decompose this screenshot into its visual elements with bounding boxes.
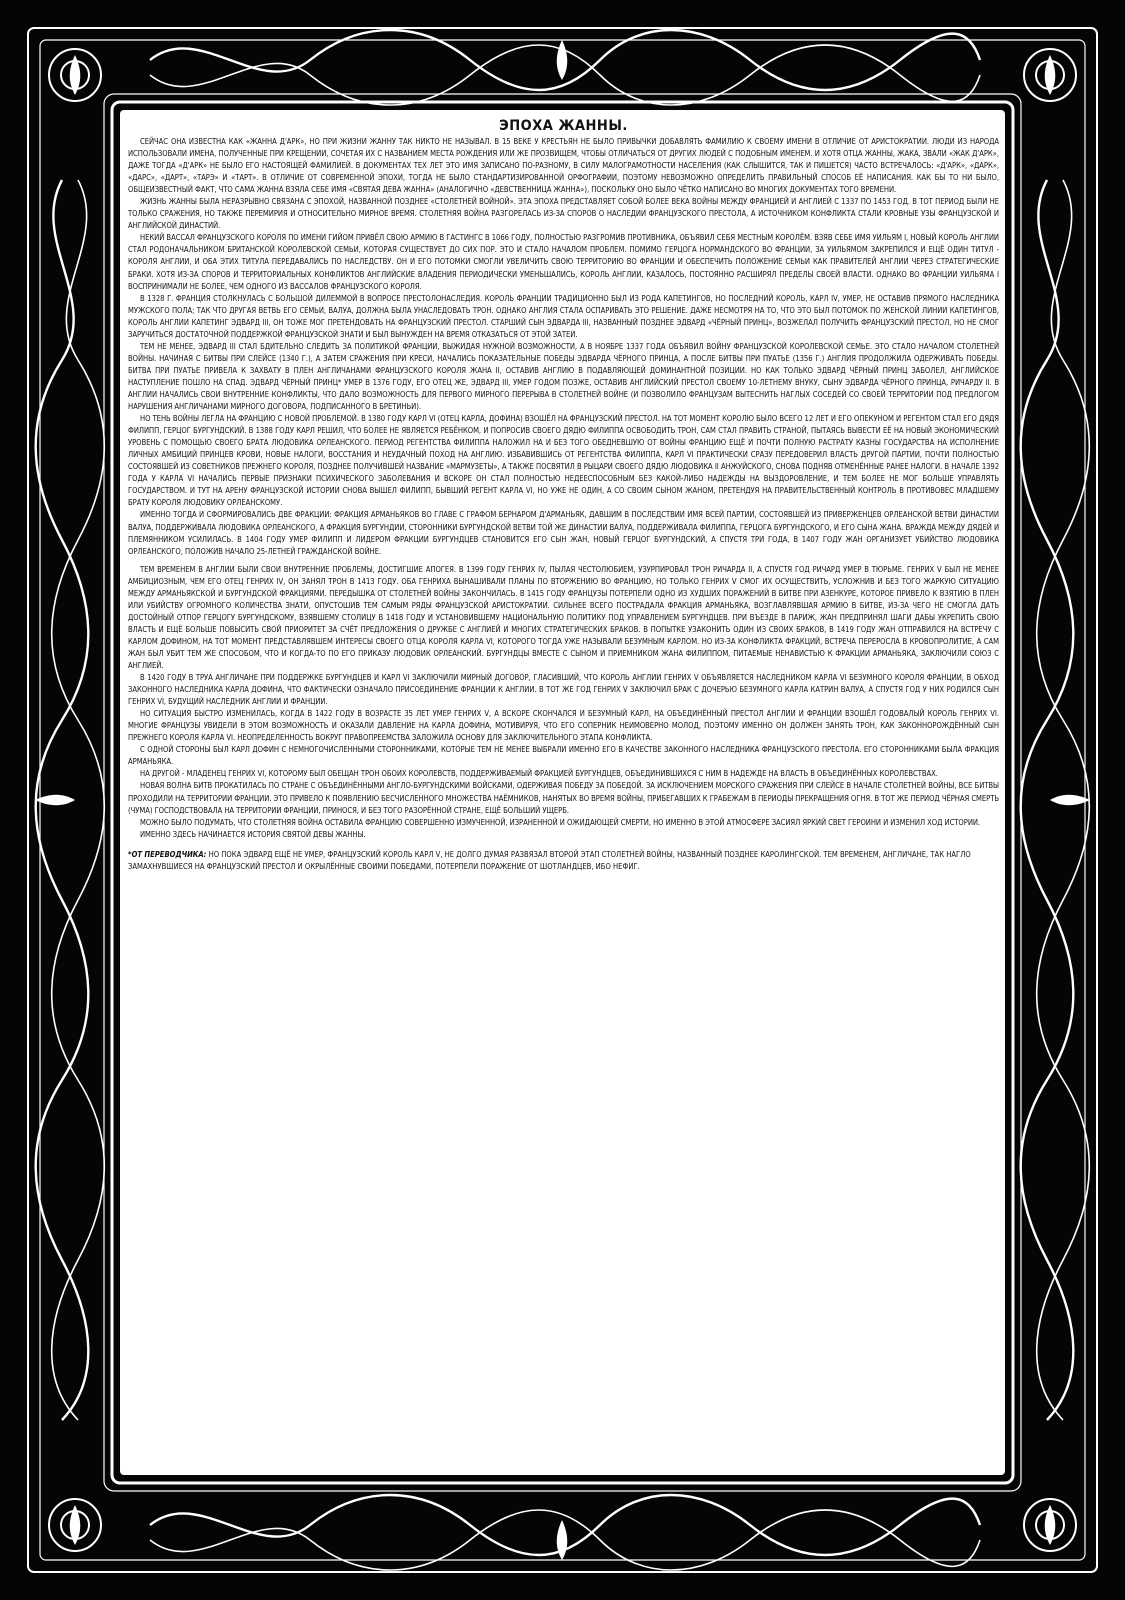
paragraph: ТЕМ НЕ МЕНЕЕ, ЭДВАРД III СТАЛ БДИТЕЛЬНО СЛЕДИТЬ ЗА ПОЛИТИКОЙ ФРАНЦИИ, ВЫЖИДАЯ НУЖНОЙ ВОЗМОЖНОСТИ, А В НОЯБРЕ 1337 ГОДА ОБЪЯВИЛ ВОЙНУ ФРАНЦУЗСКОЙ КОРОЛЕВСКОЙ СЕМЬЕ. ЭТО СТАЛО НАЧАЛОМ СТОЛЕТНЕЙ ВОЙНЫ. НАЧИНАЯ С БИТВЫ ПРИ СЛЕЙСЕ (1340 Г.), А ЗАТЕМ СРАЖЕНИЯ ПРИ КРЕСИ, НАЧАЛИСЬ ПОКАЗАТЕЛЬНЫЕ ПОБЕДЫ ЭДВАРДА ЧЁРНОГО ПРИНЦА, А ПОСЛЕ БИТВЫ ПРИ ПУАТЬЕ (1356 Г.) АНГЛИЯ ПРОДОЛЖИЛА ОДЕРЖИВАТЬ ПОБЕДЫ. БИТВА ПРИ ПУАТЬЕ ПРИВЕЛА К ЗАХВАТУ В ПЛЕН АНГЛИЧАНАМИ ФРАНЦУЗСКОГО КОРОЛЯ ЖАНА II, ОСТАВИВ АНГЛИЮ В ПОДАВЛЯЮЩЕЙ ДОМИНАНТНОЙ ПОЗИЦИИ. НО КАК ТОЛЬКО ЭДВАРД ЧЁРНЫЙ ПРИНЦ ЗАБОЛЕЛ, АНГЛИЙСКОЕ НАСТУПЛЕНИЕ ПОШЛО НА СПАД. ЭДВАРД ЧЁРНЫЙ ПРИНЦ* УМЕР В 1376 ГОДУ, ЕГО ОТЕЦ ЖЕ, ЭДВАРД III, УМЕР ГОДОМ ПОЗЖЕ, ОСТАВИВ АНГЛИЙСКИЙ ПРЕСТОЛ СВОЕМУ 10-ЛЕТНЕМУ ВНУКУ, СЫНУ ЭДВАРДА ЧЁРНОГО ПРИНЦА, РИЧАРДУ II. В АНГЛИИ НАЧАЛИСЬ СВОИ ВНУТРЕННИЕ КОНФЛИКТЫ, ЧТО ДАЛО ВОЗМОЖНОСТЬ ДЛЯ ПЕРВОГО МИРНОГО ПЕРЕРЫВА В СТОЛЕТНЕЙ ВОЙНЕ (И ПОЗВОЛИЛО ФРАНЦУЗАМ ВЫТЕСНИТЬ НАГЛЫХ СОСЕДЕЙ СО СВОЕЙ ТЕРРИТОРИИ ПОД ПРЕДЛОГОМ НАРУШЕНИЯ АНГЛИЧАНАМИ МИРНОГО ДОГОВОРА, ПОДПИСАННОГО В БРЕТИНЬИ). [128, 341, 999, 412]
page-title: ЭПОХА ЖАННЫ. [499, 118, 628, 134]
paragraph: МОЖНО БЫЛО ПОДУМАТЬ, ЧТО СТОЛЕТНЯЯ ВОЙНА ОСТАВИЛА ФРАНЦИЮ СОВЕРШЕННО ИЗМУЧЕННОЙ, ИЗРАНЕННОЙ И ОЖИДАЮЩЕЙ СМЕРТИ, НО ИМЕННО В ЭТОЙ АТМОСФЕРЕ ЗАСИЯЛ ЯРКИЙ СВЕТ ГЕРОИНИ И ИЗМЕНИЛ ХОД ИСТОРИИ. [140, 817, 981, 827]
article-body [128, 136, 999, 841]
paragraph: ИМЕННО ЗДЕСЬ НАЧИНАЕТСЯ ИСТОРИЯ СВЯТОЙ ДЕВЫ ЖАННЫ. [140, 829, 366, 839]
translator-note [128, 849, 999, 873]
translator-note-text: НО ПОКА ЭДВАРД ЕЩЁ НЕ УМЕР, ФРАНЦУЗСКИЙ КОРОЛЬ КАРЛ V, НЕ ДОЛГО ДУМАЯ РАЗВЯЗАЛ ВТОРОЙ ЭТАП СТОЛЕТНЕЙ ВОЙНЫ, НАЗВАННЫЙ ПОЗДНЕЕ КАРОЛИНГСКОЙ. ТЕМ ВРЕМЕНЕМ, АНГЛИЧАНЕ, ТАК НАГЛО ЗАМАХНУВШИЕСЯ НА ФРАНЦУЗСКИЙ ПРЕСТОЛ И ОКРЫЛЁННЫЕ СВОИМИ ПОБЕДАМИ, ПОТЕРПЕЛИ ПОРАЖЕНИЕ ОТ ШОТЛАНДЦЕВ, ИБО НЕФИГ. [128, 849, 971, 871]
paragraph: НА ДРУГОЙ - МЛАДЕНЕЦ ГЕНРИХ VI, КОТОРОМУ БЫЛ ОБЕЩАН ТРОН ОБОИХ КОРОЛЕВСТВ, ПОДДЕРЖИВАЕМЫЙ ФРАКЦИЕЙ БУРГУНДЦЕВ, ОБЪЕДИНИВШИХСЯ С НИМ В НАДЕЖДЕ НА ВЛАСТЬ В ОБЪЕДИНЁННЫХ КОРОЛЕВСТВАХ. [140, 769, 938, 779]
paragraph: НОВАЯ ВОЛНА БИТВ ПРОКАТИЛАСЬ ПО СТРАНЕ С ОБЪЕДИНЁННЫМИ АНГЛО-БУРГУНДСКИМИ ВОЙСКАМИ, ОДЕРЖИВАЯ ПОБЕДУ ЗА ПОБЕДОЙ. ЗА ИСКЛЮЧЕНИЕМ МОРСКОГО СРАЖЕНИЯ ПРИ СЛЕЙСЕ В НАЧАЛЕ СТОЛЕТНЕЙ ВОЙНЫ, ВСЕ БИТВЫ ПРОХОДИЛИ НА ТЕРРИТОРИИ ФРАНЦИИ. ЭТО ПРИВЕЛО К ПОЯВЛЕНИЮ БЕСЧИСЛЕННОГО МНОЖЕСТВА НАЁМНИКОВ, НАНЯТЫХ ВО ВРЕМЯ ВОЙНЫ, ПРИБЕГАВШИХ К ГРАБЕЖАМ В ПЕРИОДЫ ПРЕКРАЩЕНИЯ ОГНЯ. В ТОТ ЖЕ ПЕРИОД ЧЁРНАЯ СМЕРТЬ (ЧУМА) ГОСПОДСТВОВАЛА НА ТЕРРИТОРИИ ФРАНЦИИ, ПРИНОСЯ, И БЕЗ ТОГО РАЗОРЁННОЙ СТРАНЕ, ЕЩЁ БОЛЬШИЙ УЩЕРБ. [128, 781, 999, 815]
paragraph: НО ТЕНЬ ВОЙНЫ ЛЕГЛА НА ФРАНЦИЮ С НОВОЙ ПРОБЛЕМОЙ. В 1380 ГОДУ КАРЛ VI (ОТЕЦ КАРЛА, ДОФИНА) ВЗОШЁЛ НА ФРАНЦУЗСКИЙ ПРЕСТОЛ. НА ТОТ МОМЕНТ КОРОЛЮ БЫЛО ВСЕГО 12 ЛЕТ И ЕГО ОПЕКУНОМ И РЕГЕНТОМ СТАЛ ЕГО ДЯДЯ ФИЛИПП, ГЕРЦОГ БУРГУНДСКИЙ. В 1388 ГОДУ КАРЛ РЕШИЛ, ЧТО БОЛЕЕ НЕ ЯВЛЯЕТСЯ РЕБЁНКОМ, И ПОПРОСИВ СВОЕГО ДЯДЮ ФИЛИППА ОСВОБОДИТЬ ТРОН, САМ СТАЛ ПРАВИТЬ СТРАНОЙ, ПЫТАЯСЬ ВЫВЕСТИ ЕЁ НА НОВЫЙ ЭКОНОМИЧЕСКИЙ УРОВЕНЬ С ПОМОЩЬЮ СВОЕГО БРАТА ЛЮДОВИКА ОРЛЕАНСКОГО. ПЕРИОД РЕГЕНТСТВА ФИЛИППА НАЛОЖИЛ НА И БЕЗ ТОГО ОБЕДНЕВШУЮ ОТ ВОЙНЫ ФРАНЦИЮ ЕЩЁ И ПОЧТИ ПОЛНУЮ РАСТРАТУ КАЗНЫ ГОСУДАРСТВА НА ИСПОЛНЕНИЕ ЛИЧНЫХ АМБИЦИЙ ПРИНЦЕВ КРОВИ, НОВЫЕ НАЛОГИ, ВОССТАНИЯ И НЕУДАЧНЫЙ ПОХОД НА АНГЛИЮ. ИЗБАВИВШИСЬ ОТ РЕГЕНТСТВА ФИЛИППА, КАРЛ VI ПРАКТИЧЕСКИ СРАЗУ ПЕРЕДОВЕРИЛ ВЛАСТЬ ДРУГОЙ ПАРТИИ, ПОЧТИ ПОЛНОСТЬЮ СОСТОЯВШЕЙ ИЗ СОВЕТНИКОВ ПРЕЖНЕГО КОРОЛЯ, ПОЗДНЕЕ ПОЛУЧИВШЕЙ НАЗВАНИЕ «МАРМУЗЕТЫ», А ТАКЖЕ ПОСВЯТИЛ В РЫЦАРИ СВОЕГО ДЯДЮ ЛЮДОВИКА II АНЖУЙСКОГО, СНОВА ПОДНЯВ ОТМЕНЁННЫЕ РАНЕЕ НАЛОГИ. В НАЧАЛЕ 1392 ГОДА У КАРЛА VI НАЧАЛИСЬ ПЕРВЫЕ ПРИЗНАКИ ПСИХИЧЕСКОГО ЗАБОЛЕВАНИЯ И ВСКОРЕ ОН СТАЛ ПОЛНОСТЬЮ НЕДЕЕСПОСОБНЫМ БЕЗ КАКОЙ-ЛИБО НАДЕЖДЫ НА ВЫЗДОРОВЛЕНИЕ, И ТЕМ БОЛЕЕ НЕ МОГ БОЛЬШЕ УПРАВЛЯТЬ ГОСУДАРСТВОМ. И ТУТ НА АРЕНУ ФРАНЦУЗСКОЙ ИСТОРИИ СНОВА ВЫШЕЛ ФИЛИПП, БЫВШИЙ РЕГЕНТ КАРЛА VI, НО УЖЕ НЕ ОДИН, А СО СВОИМ СЫНОМ ЖАНОМ, ПРЕТЕНДУЯ НА ПРАВИТЕЛЬСТВЕННЫЙ КОНТРОЛЬ В ПРОТИВОВЕС МЛАДШЕМУ БРАТУ КОРОЛЯ ЛЮДОВИКУ ОРЛЕАНСКОМУ. [128, 414, 999, 508]
paragraph: НО СИТУАЦИЯ БЫСТРО ИЗМЕНИЛАСЬ, КОГДА В 1422 ГОДУ В ВОЗРАСТЕ 35 ЛЕТ УМЕР ГЕНРИХ V, А ВСКОРЕ СКОНЧАЛСЯ И БЕЗУМНЫЙ КАРЛ, НА ОБЪЕДИНЁННЫЙ ПРЕСТОЛ АНГЛИИ И ФРАНЦИИ ВЗОШЁЛ ГОДОВАЛЫЙ КОРОЛЬ ГЕНРИХ VI. МНОГИЕ ФРАНЦУЗЫ УВИДЕЛИ В ЭТОМ ВОЗМОЖНОСТЬ И ОКАЗАЛИ ДАВЛЕНИЕ НА КАРЛА ДОФИНА, МОТИВИРУЯ, ЧТО ЕГО СОПЕРНИК НЕИМОВЕРНО МОЛОД, ПОЭТОМУ ИМЕННО ОН ДОЛЖЕН ЗАНЯТЬ ТРОН, КАК ЗАКОННОРОЖДЁННЫЙ СЫН ПРЕЖНЕГО КОРОЛЯ КАРЛА VI. НЕОПРЕДЕЛЕННОСТЬ ВОКРУГ ПРАВОПРЕЕМСТВА ЗАЛОЖИЛА ОСНОВУ ДЛЯ ЗАКЛЮЧИТЕЛЬНОГО ЭТАПА КОНФЛИКТА. [128, 709, 999, 743]
paragraph: С ОДНОЙ СТОРОНЫ БЫЛ КАРЛ ДОФИН С НЕМНОГОЧИСЛЕННЫМИ СТОРОННИКАМИ, КОТОРЫЕ ТЕМ НЕ МЕНЕЕ ВЫБРАЛИ ИМЕННО ЕГО В КАЧЕСТВЕ ЗАКОННОГО НАСЛЕДНИКА ФРАНЦУЗСКОГО ПРЕСТОЛА. ЕГО СТОРОННИКАМИ БЫЛА ФРАКЦИЯ АРМАНЬЯКА. [128, 745, 999, 767]
paragraph: НЕКИЙ ВАССАЛ ФРАНЦУЗСКОГО КОРОЛЯ ПО ИМЕНИ ГИЙОМ ПРИВЁЛ СВОЮ АРМИЮ В ГАСТИНГС В 1066 ГОДУ, ПОЛНОСТЬЮ РАЗГРОМИВ ПРОТИВНИКА, ОБЪЯВИЛ СЕБЯ МЕСТНЫМ КОРОЛЁМ. ВЗЯВ СЕБЕ ИМЯ УИЛЬЯМ I, НОВЫЙ КОРОЛЬ АНГЛИИ СТАЛ РОДОНАЧАЛЬНИКОМ БРИТАНСКОЙ КОРОЛЕВСКОЙ СЕМЬИ, КОТОРАЯ СУЩЕСТВУЕТ ДО СИХ ПОР. ЭТО И СТАЛО НАЧАЛОМ ПРОБЛЕМ. ПОМИМО ГЕРЦОГА НОРМАНДСКОГО ВО ФРАНЦИИ, ЗА УИЛЬЯМОМ ЗАКРЕПИЛСЯ И ЕЩЁ ОДИН ТИТУЛ - КОРОЛЯ АНГЛИИ, И ОБА ЭТИХ ТИТУЛА ПЕРЕДАВАЛИСЬ ПО НАСЛЕДСТВУ. ОН И ЕГО ПОТОМКИ СМОГЛИ УВЕЛИЧИТЬ СВОЮ ТЕРРИТОРИЮ ВО ФРАНЦИИ И ОБЕСПЕЧИТЬ ПОЛОЖЕНИЕ СЕМЬИ КАК ПРАВИТЕЛЕЙ АНГЛИИ ЧЕРЕЗ СТРАТЕГИЧЕСКИЕ БРАКИ. ХОТЯ ИЗ-ЗА СПОРОВ И ТЕРРИТОРИАЛЬНЫХ КОНФЛИКТОВ АНГЛИЙСКИЕ ВЛАДЕНИЯ ПЕРИОДИЧЕСКИ УМЕНЬШАЛИСЬ, КОРОЛЬ АНГЛИИ, КАЗАЛОСЬ, ПОСТОЯННО РАСШИРЯЛ ПРЕДЕЛЫ СВОЕЙ ВЛАСТИ. ОДНАКО ВО ФРАНЦИИ УИЛЬЯМА I ВОСПРИНИМАЛИ НЕ БОЛЕЕ, ЧЕМ ОДНОГО ИЗ ВАССАЛОВ ФРАНЦУЗСКОГО КОРОЛЯ. [128, 233, 999, 291]
paragraph: В 1420 ГОДУ В ТРУА АНГЛИЧАНЕ ПРИ ПОДДЕРЖКЕ БУРГУНДЦЕВ И КАРЛ VI ЗАКЛЮЧИЛИ МИРНЫЙ ДОГОВОР, ГЛАСИВШИЙ, ЧТО КОРОЛЬ АНГЛИИ ГЕНРИХ V ОБЪЯВЛЯЕТСЯ НАСЛЕДНИКОМ КАРЛА VI БЕЗУМНОГО КОРОЛЯ ФРАНЦИИ, В ОБХОД ЗАКОННОГО НАСЛЕДНИКА КАРЛА ДОФИНА, ЧТО ФАКТИЧЕСКИ ОЗНАЧАЛО ПРИСОЕДИНЕНИЕ ФРАНЦИИ К АНГЛИИ. В ТОТ ЖЕ ГОД ГЕНРИХ V ЗАКЛЮЧИЛ БРАК С ДОЧЕРЬЮ БЕЗУМНОГО КАРЛА КАТРИН ВАЛУА, А СПУСТЯ ГОД У НИХ РОДИЛСЯ СЫН ГЕНРИХ VI, БУДУЩИЙ НАСЛЕДНИК АНГЛИИ И ФРАНЦИИ. [128, 673, 999, 707]
paragraph: ИМЕННО ТОГДА И СФОРМИРОВАЛИСЬ ДВЕ ФРАКЦИИ: ФРАКЦИЯ АРМАНЬЯКОВ ВО ГЛАВЕ С ГРАФОМ БЕРНАРОМ Д'АРМАНЬЯК, ДАВШИМ В ПОСЛЕДСТВИИ ИМЯ ВСЕЙ ПАРТИИ, СОСТОЯВШЕЙ ИЗ ПРИВЕРЖЕНЦЕВ ОРЛЕАНСКОЙ ВЕТВИ ДИНАСТИИ ВАЛУА, ПОДДЕРЖИВАЛА ЛЮДОВИКА ОРЛЕАНСКОГО, А ФРАКЦИЯ БУРГУНДИИ, СТОРОННИКИ БУРГУНДСКОЙ ВЕТВИ ТОЙ ЖЕ ДИНАСТИИ ВАЛУА, ПОДДЕРЖИВАЛА ФИЛИППА, ГЕРЦОГА БУРГУНДСКОГО, И ЕГО СЫНА ЖАНА. ВРАЖДА МЕЖДУ ДЯДЕЙ И ПЛЕМЯННИКОМ УСИЛИЛАСЬ. В 1404 ГОДУ УМЕР ФИЛИПП И ЛИДЕРОМ ФРАКЦИИ БУРГУНДЦЕВ СТАНОВИТСЯ ЕГО СЫН ЖАН, НОВЫЙ ГЕРЦОГ БУРГУНДСКИЙ, А СПУСТЯ ТРИ ГОДА, В 1407 ГОДУ ЖАН ОРГАНИЗУЕТ УБИЙСТВО ЛЮДОВИКА ОРЛЕАНСКОГО, ПОЛОЖИВ НАЧАЛО 25-ЛЕТНЕЙ ГРАЖДАНСКОЙ ВОЙНЕ. [128, 510, 999, 556]
translator-note-label: *ОТ ПЕРЕВОДЧИКА: [128, 849, 207, 859]
paragraph: ТЕМ ВРЕМЕНЕМ В АНГЛИИ БЫЛИ СВОИ ВНУТРЕННИЕ ПРОБЛЕМЫ, ДОСТИГШИЕ АПОГЕЯ. В 1399 ГОДУ ГЕНРИХ IV, ПЫЛАЯ ЧЕСТОЛЮБИЕМ, УЗУРПИРОВАЛ ТРОН РИЧАРДА II, А СПУСТЯ ГОД РИЧАРД УМЕР В ТЮРЬМЕ. ГЕНРИХ V БЫЛ НЕ МЕНЕЕ АМБИЦИОЗНЫМ, ЧЕМ ЕГО ОТЕЦ ГЕНРИХ IV, ОН ЗАНЯЛ ТРОН В 1413 ГОДУ. ОБА ГЕНРИХА ВЫНАШИВАЛИ ПЛАНЫ ПО ВТОРЖЕНИЮ ВО ФРАНЦИЮ, НО ТОЛЬКО ГЕНРИХ V СМОГ ИХ ОСУЩЕСТВИТЬ, УСЛОЖНИВ И БЕЗ ТОГО ЖАРКУЮ СИТУАЦИЮ МЕЖДУ АРМАНЬЯКСКОЙ И БУРГУНДСКОЙ ФРАКЦИЯМИ. ПЕРЕДЫШКА ОТ СТОЛЕТНЕЙ ВОЙНЫ ЗАКОНЧИЛАСЬ. В 1415 ГОДУ ФРАНЦУЗЫ ПОТЕРПЕЛИ ОДНО ИЗ ХУДШИХ ПОРАЖЕНИЙ В БИТВЕ ПРИ АЗЕНКУРЕ, КОТОРОЕ ПРИВЕЛО К ВЗЯТИЮ В ПЛЕН ИЛИ УБИЙСТВУ ОГРОМНОГО КОЛИЧЕСТВА ЗНАТИ, ОПУСТОШИВ ТЕМ САМЫМ РЯДЫ ФРАНЦУЗСКОЙ АРИСТОКРАТИИ. СИЛЬНЕЕ ВСЕГО ПОСТРАДАЛА ФРАКЦИЯ АРМАНЬЯКА, ВОЗГЛАВЛЯВШАЯ АРМИЮ В БИТВЕ, ИЗ-ЗА ЧЕГО НЕ СМОГЛА ДАТЬ ДОСТОЙНЫЙ ОТПОР ГЕРЦОГУ БУРГУНДСКОМУ, ВЗЯВШЕМУ СТОЛИЦУ В 1418 ГОДУ И УСТАНОВИВШЕМУ НАЦИОНАЛЬНУЮ ПОЛИТИКУ ПОД УПРАВЛЕНИЕМ БУРГУНДЦЕВ. ПРИ ВЪЕЗДЕ В ПАРИЖ, ЖАН ПРЕДПРИНЯЛ ШАГИ ДАБЫ УКРЕПИТЬ СВОЮ ВЛАСТЬ И ЕЩЁ БОЛЬШЕ ПОВЫСИТЬ СВОЙ ПРИОРИТЕТ ЗА СЧЁТ ПРЕДЛОЖЕНИЯ О ДРУЖБЕ С АНГЛИЕЙ И МНОГИХ СТРАТЕГИЧЕСКИХ БРАКОВ. В ПОПЫТКЕ УЗАКОНИТЬ ОДИН ИЗ СВОИХ БРАКОВ, В 1419 ГОДУ ЖАН ОТПРАВИЛСЯ НА ВСТРЕЧУ С КАРЛОМ ДОФИНОМ, НА ТОТ МОМЕНТ ПРЕДСТАВЛЯВШЕМ ИНТЕРЕСЫ СВОЕГО ОТЦА КОРОЛЯ КАРЛА VI, КОТОРОГО ТОГДА УЖЕ НАЗЫВАЛИ БЕЗУМНЫМ КАРЛОМ. НО ИЗ-ЗА КОНФЛИКТА ФРАКЦИЙ, ВСТРЕЧА ПЕРЕРОСЛА В КРОВОПРОЛИТИЕ, А САМ ЖАН БЫЛ УБИТ ТЕМ ЖЕ СПОСОБОМ, ЧТО И КОГДА-ТО ПО ЕГО ПРИКАЗУ ЛЮДОВИК ОРЛЕАНСКИЙ. БУРГУНДЦЫ ВМЕСТЕ С СЫНОМ И ПРИЕМНИКОМ ЖАНА ФИЛИППОМ, ПИТАЕМЫЕ НЕНАВИСТЬЮ К ФРАКЦИИ АРМАНЬЯКА, ЗАКЛЮЧИЛИ СОЮЗ С АНГЛИЕЙ. [128, 564, 999, 671]
paragraph: СЕЙЧАС ОНА ИЗВЕСТНА КАК «ЖАННА Д'АРК», НО ПРИ ЖИЗНИ ЖАННУ ТАК НИКТО НЕ НАЗЫВАЛ. В 15 ВЕКЕ У КРЕСТЬЯН НЕ БЫЛО ПРИВЫЧКИ ДОБАВЛЯТЬ ФАМИЛИЮ К СВОЕМУ ИМЕНИ В ОТЛИЧИЕ ОТ АРИСТОКРАТИИ. ЛЮДИ ИЗ НАРОДА ИСПОЛЬЗОВАЛИ ИМЕНА, ПОЛУЧЕННЫЕ ПРИ КРЕЩЕНИИ, СОЧЕТАЯ ИХ С НАЗВАНИЕМ МЕСТА РОЖДЕНИЯ ИЛИ ЖЕ ПРОЗВИЩЕМ, ЧТОБЫ ОТЛИЧАТЬСЯ ОТ ДРУГИХ ЛЮДЕЙ С ПОДОБНЫМ ИМЕНЕМ. И ХОТЯ ОТЦА ЖАННЫ, ЖАКА, ЗВАЛИ «ЖАК Д'АРК», ДАЖЕ ТОГДА «Д'АРК» НЕ БЫЛО ЕГО НАСТОЯЩЕЙ ФАМИЛИЕЙ. В ДОКУМЕНТАХ ТЕХ ЛЕТ ЭТО ИМЯ ЗАПИСАНО ПО-РАЗНОМУ, В СИЛУ МАЛОГРАМОТНОСТИ НАСЕЛЕНИЯ (КАК СЛЫШИТСЯ, ТАК И ПИШЕТСЯ) ЧАСТО ВСТРЕЧАЛОСЬ: «Д'АРК», «ДАРК», «ДАРС», «ДАРТ», «ТАРЭ» И «ТАРТ». В ОТЛИЧИЕ ОТ СОВРЕМЕННОЙ ЭПОХИ, ТОГДА НЕ БЫЛО СТАНДАРТИЗИРОВАННОЙ ОРФОГРАФИИ, ПОЭТОМУ НЕВОЗМОЖНО ОПРЕДЕЛИТЬ ПРАВИЛЬНЫЙ СПОСОБ ЕЁ НАПИСАНИЯ. КАК БЫ ТО НИ БЫЛО, ОБЩЕИЗВЕСТНЫЙ ФАКТ, ЧТО САМА ЖАННА ВЗЯЛА СЕБЕ ИМЯ «СВЯТАЯ ДЕВА ЖАННА» (АНАЛОГИЧНО «ДЕВСТВЕННИЦА ЖАННА»), ПОСКОЛЬКУ ОНО БЫЛО ЧЁТКО НАПИСАНО ВО МНОГИХ ДОКУМЕНТАХ ТОГО ВРЕМЕНИ. [128, 137, 999, 195]
text-panel [120, 110, 1005, 1475]
paragraph: ЖИЗНЬ ЖАННЫ БЫЛА НЕРАЗРЫВНО СВЯЗАНА С ЭПОХОЙ, НАЗВАННОЙ ПОЗДНЕЕ «СТОЛЕТНЕЙ ВОЙНОЙ». ЭТА ЭПОХА ПРЕДСТАВЛЯЕТ СОБОЙ БОЛЕЕ ВЕКА ВОЙНЫ МЕЖДУ ФРАНЦИЕЙ И АНГЛИЕЙ С 1337 ПО 1453 ГОД. В ТОТ ПЕРИОД БЫЛИ НЕ ТОЛЬКО СРАЖЕНИЯ, НО ТАКЖЕ ПЕРЕМИРИЯ И ОТНОСИТЕЛЬНО МИРНОЕ ВРЕМЯ. СТОЛЕТНЯЯ ВОЙНА РАЗГОРЕЛАСЬ ИЗ-ЗА СПОРОВ О НАСЛЕДИИ ФРАНЦУЗСКОГО ПРЕСТОЛА, А ИСТОЧНИКОМ КОНФЛИКТА СТАЛИ КРОВНЫЕ УЗЫ ФРАНЦУЗСКОЙ И АНГЛИЙСКОЙ ДИНАСТИЙ. [128, 197, 999, 231]
paragraph: В 1328 Г. ФРАНЦИЯ СТОЛКНУЛАСЬ С БОЛЬШОЙ ДИЛЕММОЙ В ВОПРОСЕ ПРЕСТОЛОНАСЛЕДИЯ. КОРОЛЬ ФРАНЦИИ ТРАДИЦИОННО БЫЛ ИЗ РОДА КАПЕТИНГОВ, НО ПОСЛЕДНИЙ КОРОЛЬ, КАРЛ IV, УМЕР, НЕ ОСТАВИВ ПРЯМОГО НАСЛЕДНИКА МУЖСКОГО ПОЛА; ТАК ЧТО ДРУГАЯ ВЕТВЬ ЕГО СЕМЬИ, ВАЛУА, ДОЛЖНА БЫЛА УНАСЛЕДОВАТЬ ТРОН. ОДНАКО АНГЛИЯ СТАЛА ОСПАРИВАТЬ ЭТО РЕШЕНИЕ. ДАЖЕ НЕСМОТРЯ НА ТО, ЧТО ЭТО БЫЛ ПОТОМОК ПО ЖЕНСКОЙ ЛИНИИ КАПЕТИНГОВ, КОРОЛЬ АНГЛИИ КАПЕТИНГ ЭДВАРД III, ОН ТОЖЕ МОГ ПРЕТЕНДОВАТЬ НА ФРАНЦУЗСКИЙ ПРЕСТОЛ. СТАРШИЙ СЫН ЭДВАРДА III, НАЗВАННЫЙ ПОЗДНЕЕ ЭДВАРД «ЧЁРНЫЙ ПРИНЦ», ВОЗЖЕЛАЛ ПОЛУЧИТЬ ФРАНЦУЗСКИЙ ПРЕСТОЛ, НО НЕ СМОГ ЗАРУЧИТЬСЯ ДОСТАТОЧНОЙ ПОДДЕРЖКОЙ ФРАНЦУЗСКОЙ ЗНАТИ И БЫЛ ВЫНУЖДЕН НА ВРЕМЯ ОТКАЗАТЬСЯ ОТ ЭТОЙ ЗАТЕИ. [128, 293, 999, 339]
